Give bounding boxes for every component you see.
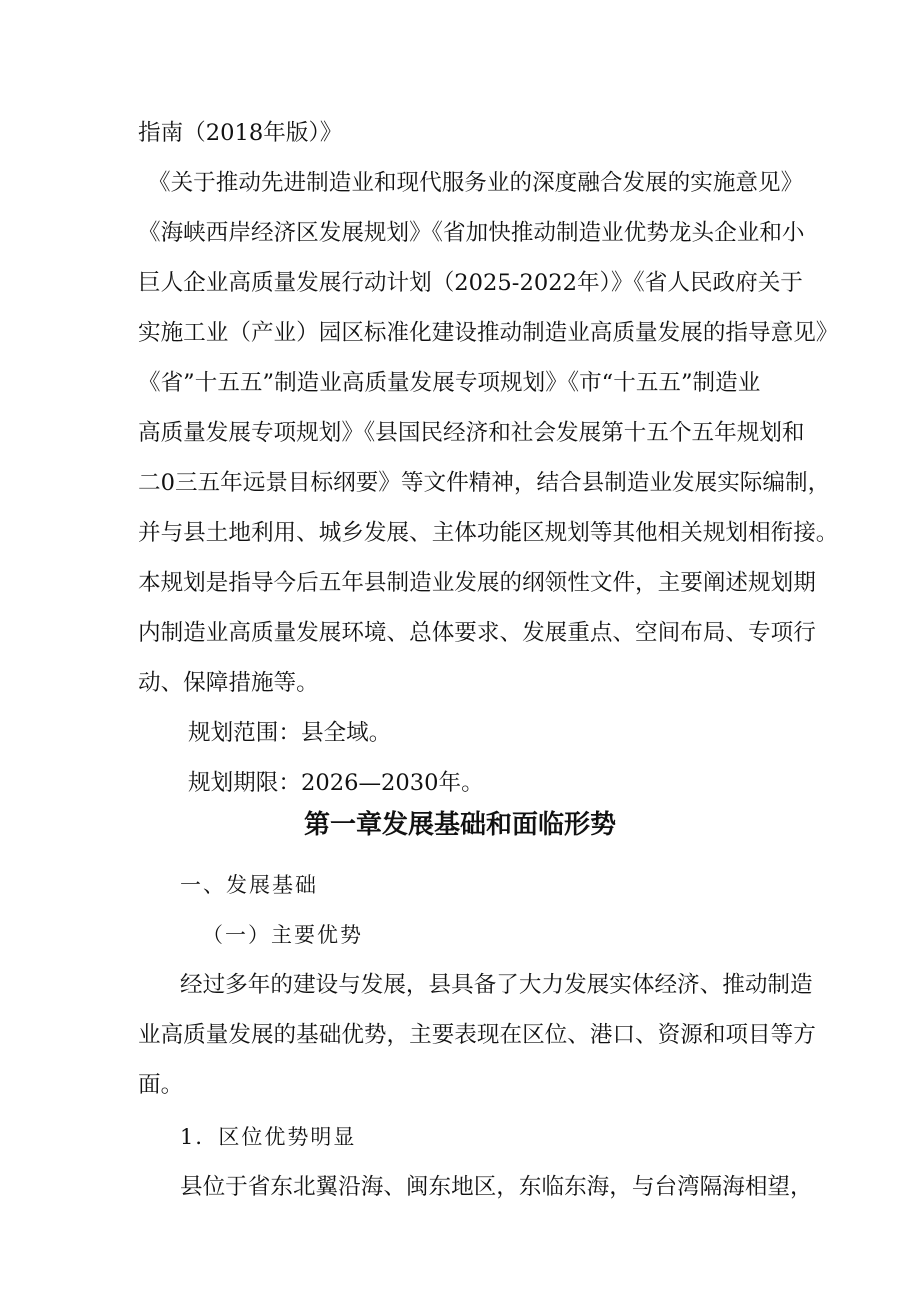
paragraph-line: 高质量发展专项规划》《县国民经济和社会发展第十五个五年规划和: [138, 420, 805, 446]
paragraph-line: 本规划是指导今后五年县制造业发展的纲领性文件，主要阐述规划期: [138, 570, 816, 596]
item-heading: 1．区位优势明显: [180, 1125, 357, 1149]
paragraph-line: 业高质量发展的基础优势，主要表现在区位、港口、资源和项目等方: [138, 1022, 816, 1048]
paragraph-line: 并与县土地利用、城乡发展、主体功能区规划等其他相关规划相衔接。: [138, 520, 839, 546]
section-heading: 一、发展基础: [180, 873, 318, 897]
paragraph-line: 二0三五年远景目标纲要》等文件精神，结合县制造业发展实际编制，: [138, 470, 831, 496]
chapter-title: 第一章发展基础和面临形势: [303, 810, 616, 840]
paragraph-line: 实施工业（产业）园区标准化建设推动制造业高质量发展的指导意见》: [138, 320, 839, 346]
paragraph-line: 指南（2018年版）》: [138, 120, 343, 146]
paragraph-line: 《海峡西岸经济区发展规划》《省加快推动制造业优势龙头企业和小: [138, 220, 805, 246]
plan-scope: 规划范围：县全域。: [188, 720, 392, 746]
plan-period: 规划期限：2026—2030年。: [188, 770, 484, 796]
subsection-heading: （一）主要优势: [202, 923, 363, 947]
paragraph-line: 动、保障措施等。: [138, 670, 319, 696]
paragraph-line: 经过多年的建设与发展，县具备了大力发展实体经济、推动制造: [180, 972, 813, 998]
paragraph-line: 《省”十五五”制造业高质量发展专项规划》《市“十五五”制造业: [138, 370, 761, 396]
paragraph-line: 县位于省东北翼沿海、闽东地区，东临东海，与台湾隔海相望，: [180, 1174, 813, 1200]
paragraph-line: 《关于推动先进制造业和现代服务业的深度融合发展的实施意见》: [148, 170, 804, 196]
paragraph-line: 面。: [138, 1072, 184, 1098]
paragraph-line: 巨人企业高质量发展行动计划（2025-2022年）》《省人民政府关于: [138, 270, 803, 296]
paragraph-line: 内制造业高质量发展环境、总体要求、发展重点、空间布局、专项行: [138, 620, 816, 646]
